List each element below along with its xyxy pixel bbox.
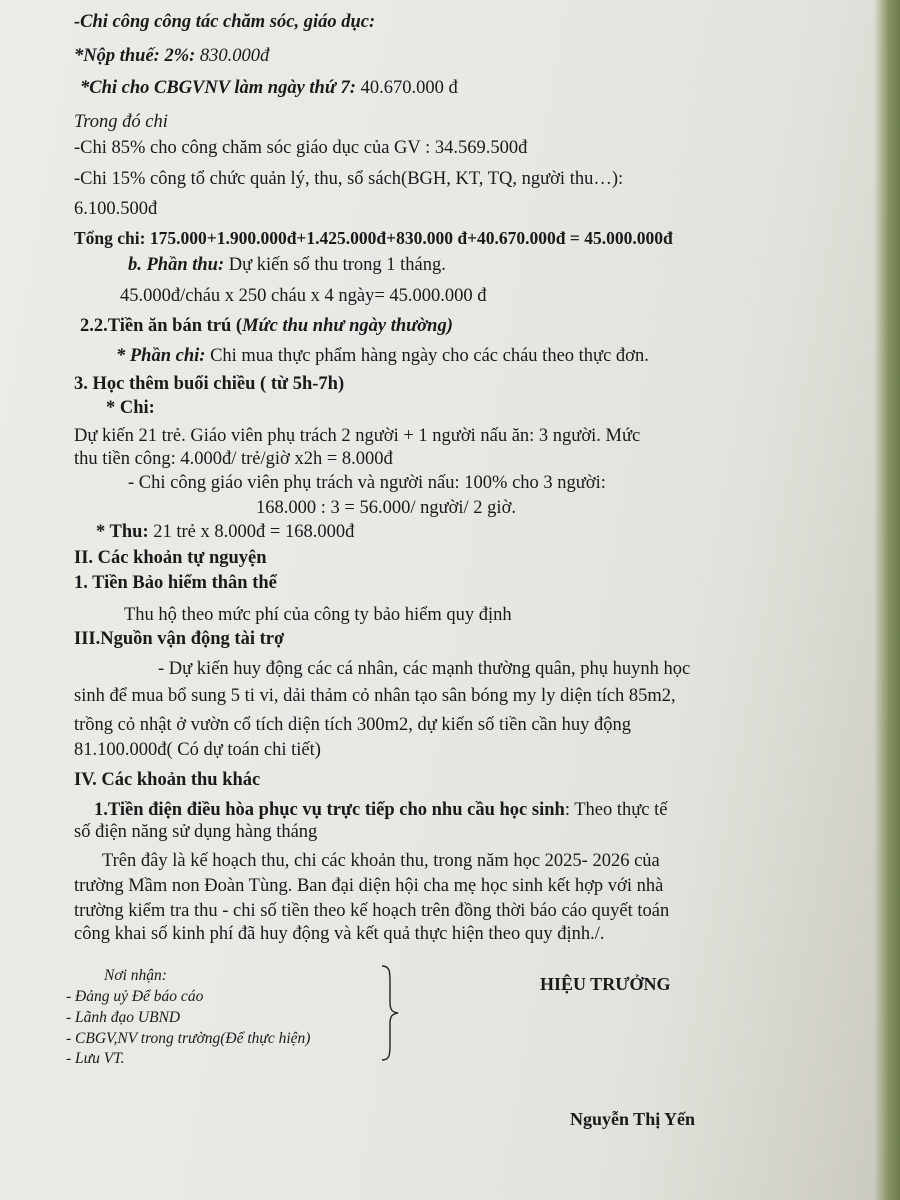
electricity-text: : Theo thực tế — [564, 800, 668, 820]
recipients-brace — [378, 964, 402, 1062]
principal-title: HIỆU TRƯỞNG — [540, 974, 671, 994]
conclusion-line-3: trường kiểm tra thu - chi số tiền theo kế hoạch trên đồng thời báo cáo quyết toán — [74, 901, 670, 921]
income-text: Dự kiến số thu trong 1 tháng. — [224, 255, 446, 275]
sponsorship-line-3: trồng cỏ nhật ở vườn cổ tích diện tích 300m2, dự kiến số tiền cần huy động — [74, 715, 632, 735]
meal-expense-line — [116, 344, 649, 368]
afternoon-pay-calc: 168.000 : 3 = 56.000/ người/ 2 giờ. — [256, 498, 516, 518]
principal-name: Nguyễn Thị Yến — [570, 1109, 696, 1129]
recipient-item: - Lãnh đạo UBND — [66, 1009, 181, 1026]
afternoon-plan-line-2: thu tiền công: 4.000đ/ trẻ/giờ x2h = 8.000đ — [74, 449, 393, 469]
section-2-2-heading — [80, 314, 453, 338]
teacher-share-line: -Chi 85% cho công chăm sóc giáo dục của GV : 34.569.500đ — [74, 138, 528, 158]
recipient-item: - Lưu VT. — [66, 1050, 125, 1067]
income-calculation: 45.000đ/cháu x 250 cháu x 4 ngày= 45.000.000 đ — [120, 286, 487, 306]
section-2-2-title: 2.2.Tiền ăn bán trú ( — [80, 316, 243, 336]
section-iii-heading: III.Nguồn vận động tài trợ — [74, 629, 285, 649]
saturday-value: 40.670.000 đ — [355, 78, 458, 98]
tax-value: 830.000đ — [195, 46, 270, 66]
section-ii-heading: II. Các khoản tự nguyện — [74, 548, 267, 568]
tax-line — [74, 44, 269, 68]
electricity-label: 1.Tiền điện điều hòa phục vụ trực tiếp cho nhu cầu học sinh — [94, 800, 565, 820]
tax-label: *Nộp thuế: 2%: — [74, 46, 196, 66]
sponsorship-line-2: sinh để mua bổ sung 5 ti vi, dải thảm cỏ nhân tạo sân bóng my ly diện tích 85m2, — [74, 686, 676, 706]
meal-expense-text: Chi mua thực phẩm hàng ngày cho các cháu theo thực đơn. — [205, 346, 649, 366]
section-iv-heading: IV. Các khoản thu khác — [74, 770, 261, 790]
breakdown-intro: Trong đó chi — [74, 112, 168, 132]
insurance-text: Thu hộ theo mức phí của công ty bảo hiểm quy định — [124, 605, 512, 625]
expense-heading: -Chi công công tác chăm sóc, giáo dục: — [74, 12, 376, 32]
meal-expense-label: * Phần chi: — [116, 346, 206, 366]
section-3-heading: 3. Học thêm buổi chiều ( từ 5h-7h) — [74, 374, 345, 394]
conclusion-line-4: công khai số kinh phí đã huy động và kết quả thực hiện theo quy định./. — [74, 924, 605, 944]
paper-edge-shadow — [874, 0, 900, 1200]
admin-share-line: -Chi 15% công tổ chức quản lý, thu, sổ sách(BGH, KT, TQ, người thu…): — [74, 169, 624, 189]
conclusion-line-2: trường Mầm non Đoàn Tùng. Ban đại diện hội cha mẹ học sinh kết hợp với nhà — [74, 876, 664, 896]
income-line — [128, 253, 446, 277]
electricity-line — [94, 798, 667, 822]
afternoon-income-text: 21 trẻ x 8.000đ = 168.000đ — [148, 522, 355, 542]
income-label: b. Phần thu: — [128, 255, 225, 275]
conclusion-line-1: Trên đây là kế hoạch thu, chi các khoản thu, trong năm học 2025- 2026 của — [102, 851, 660, 871]
total-expense-line: Tổng chi: 175.000+1.900.000đ+1.425.000đ+830.000 đ+40.670.000đ = 45.000.000đ — [74, 228, 673, 248]
afternoon-expense-label: * Chi: — [106, 398, 155, 418]
recipient-item: - Đảng uỷ Để báo cáo — [66, 988, 204, 1005]
recipient-item: - CBGV,NV trong trường(Để thực hiện) — [66, 1030, 311, 1047]
afternoon-staff-pay: - Chi công giáo viên phụ trách và người nấu: 100% cho 3 người: — [128, 473, 606, 493]
saturday-line — [80, 76, 458, 100]
afternoon-plan-line-1: Dự kiến 21 trẻ. Giáo viên phụ trách 2 người + 1 người nấu ăn: 3 người. Mức — [74, 426, 641, 446]
section-2-2-note: Mức thu như ngày thường) — [242, 316, 453, 336]
afternoon-income-label: * Thu: — [96, 522, 149, 542]
sponsorship-line-4: 81.100.000đ( Có dự toán chi tiết) — [74, 740, 321, 760]
recipients-title: Nơi nhận: — [104, 967, 167, 984]
afternoon-income-line — [96, 520, 354, 544]
admin-share-value: 6.100.500đ — [74, 199, 158, 219]
electricity-line-2: số điện năng sử dụng hàng tháng — [74, 822, 318, 842]
sponsorship-line-1: - Dự kiến huy động các cá nhân, các mạnh thường quân, phụ huynh học — [158, 659, 691, 679]
insurance-heading: 1. Tiền Bảo hiểm thân thể — [74, 573, 277, 593]
saturday-label: *Chi cho CBGVNV làm ngày thứ 7: — [80, 78, 356, 98]
